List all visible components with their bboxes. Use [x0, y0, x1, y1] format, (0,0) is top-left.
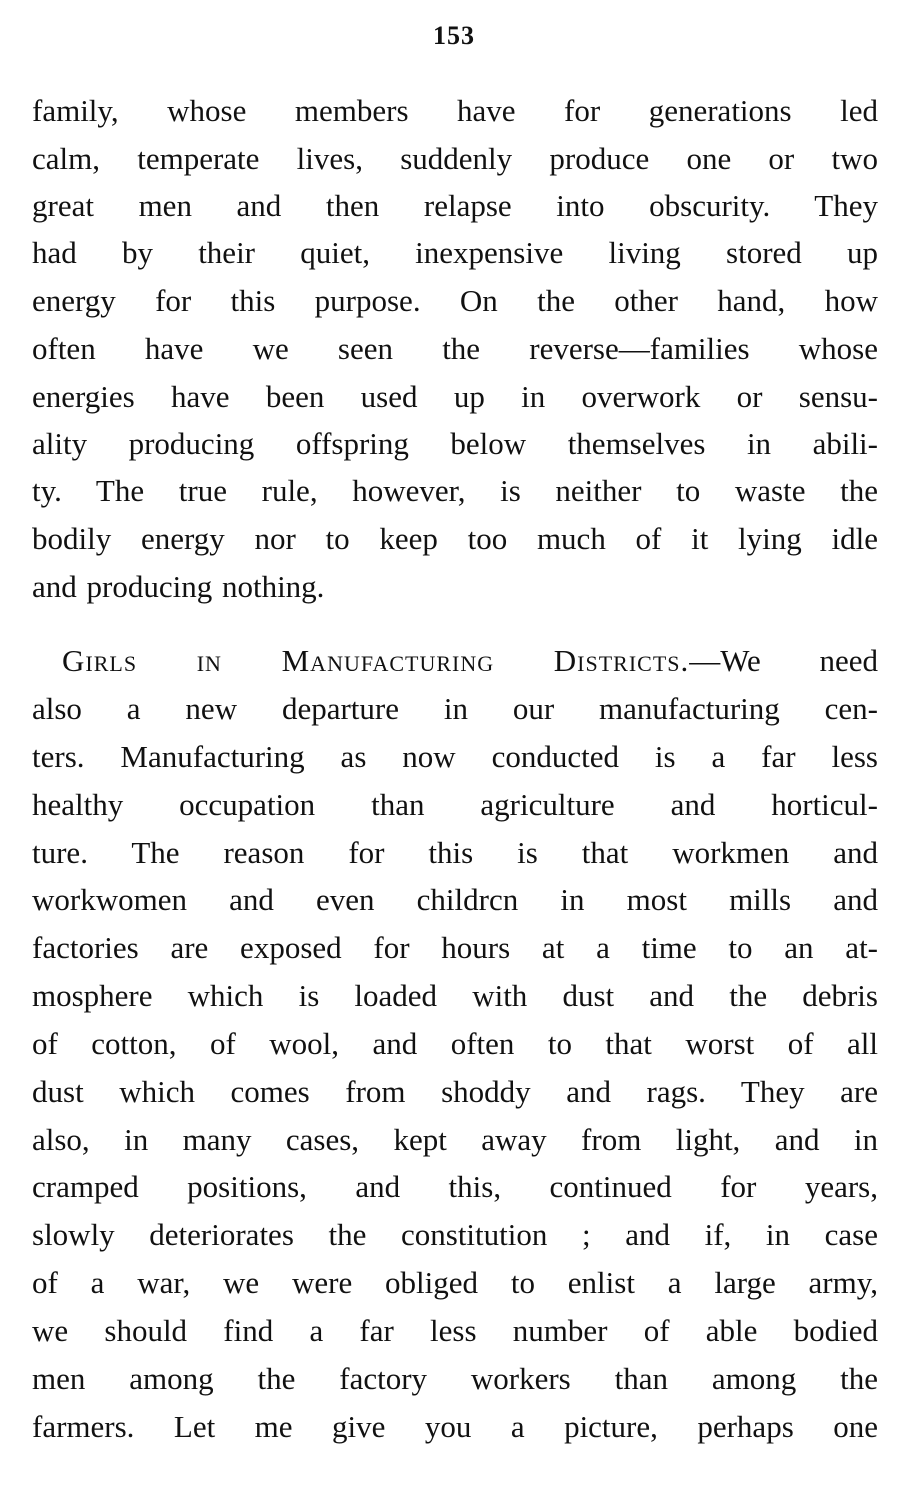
text-line: factories are exposed for hours at a time to an at-	[32, 930, 878, 965]
text-line: slowly deteriorates the constitution ; and if, in case	[32, 1217, 878, 1252]
text-line: of a war, we were obliged to enlist a large army,	[32, 1265, 878, 1300]
text-line: men among the factory workers than among the	[32, 1361, 878, 1396]
text-line: mosphere which is loaded with dust and the debris	[32, 978, 878, 1013]
heading-line-rest: —We need	[689, 643, 878, 678]
text-line: workwomen and even childrcn in most mills and	[32, 882, 878, 917]
text-line: also, in many cases, kept away from light, and in	[32, 1122, 878, 1157]
text-line: ture. The reason for this is that workmen and	[32, 835, 878, 870]
text-line: we should find a far less number of able bodied	[32, 1313, 878, 1348]
text-line: ty. The true rule, however, is neither to waste the	[32, 473, 878, 508]
text-line: energies have been used up in overwork or sensu-	[32, 379, 878, 414]
text-line: and producing nothing.	[32, 569, 325, 604]
text-line: great men and then relapse into obscurity. They	[32, 188, 878, 223]
text-line: cramped positions, and this, continued for years,	[32, 1169, 878, 1204]
text-line: ality producing offspring below themselves in abili-	[32, 426, 878, 461]
text-line: ters. Manufacturing as now conducted is a far less	[32, 739, 878, 774]
page-number: 153	[433, 21, 475, 50]
text-line: family, whose members have for generations led	[32, 93, 878, 128]
text-line: of cotton, of wool, and often to that worst of all	[32, 1026, 878, 1061]
section-heading: Girls in Manufacturing Districts.	[62, 643, 690, 678]
text-line: had by their quiet, inexpensive living stored up	[32, 235, 878, 270]
text-line: bodily energy nor to keep too much of it lying idle	[32, 521, 878, 556]
heading-line	[62, 642, 878, 680]
text-line: farmers. Let me give you a picture, perhaps one	[32, 1409, 878, 1444]
text-line: healthy occupation than agriculture and horticul-	[32, 787, 878, 822]
text-line: dust which comes from shoddy and rags. They are	[32, 1074, 878, 1109]
text-line: energy for this purpose. On the other hand, how	[32, 283, 878, 318]
text-line: often have we seen the reverse—families whose	[32, 331, 878, 366]
text-line: calm, temperate lives, suddenly produce one or two	[32, 141, 878, 176]
text-line: also a new departure in our manufacturing cen-	[32, 691, 878, 726]
